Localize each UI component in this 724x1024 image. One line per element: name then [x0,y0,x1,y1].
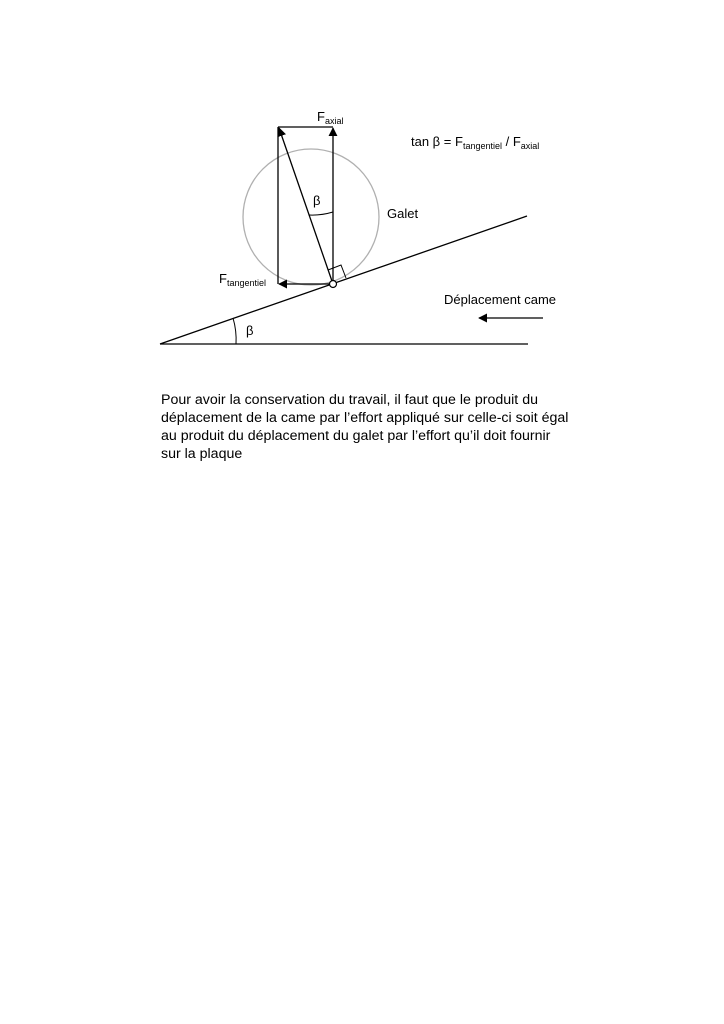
contact-point [330,281,337,288]
motion-label: Déplacement came [444,292,556,307]
angle-label-bottom: β [246,323,254,338]
formula-label: $\tan \beta = F_{tangentiel} / F_{axial}$ [411,134,540,151]
paragraph-line: au produit du déplacement du galet par l’effort qu’il doit fournir [161,428,551,444]
cam-incline-line [160,216,527,344]
paragraph-line: déplacement de la came par l’effort appliqué sur celle-ci soit égal [161,410,569,426]
force-angle-arc [309,212,333,215]
roller-circle [243,149,379,285]
paragraph-line: sur la plaque [161,446,243,462]
paragraph-line: Pour avoir la conservation du travail, il faut que le produit du [161,392,538,408]
axial-force-label: $F_{axial}$ [317,109,344,126]
base-angle-arc [233,318,236,344]
angle-label-top: β [313,193,321,208]
explanation-paragraph [161,391,581,463]
resultant-force-arrow [279,128,333,284]
tangential-force-label: $F_{tangentiel}$ [219,271,266,288]
roller-label: Galet [387,206,419,221]
